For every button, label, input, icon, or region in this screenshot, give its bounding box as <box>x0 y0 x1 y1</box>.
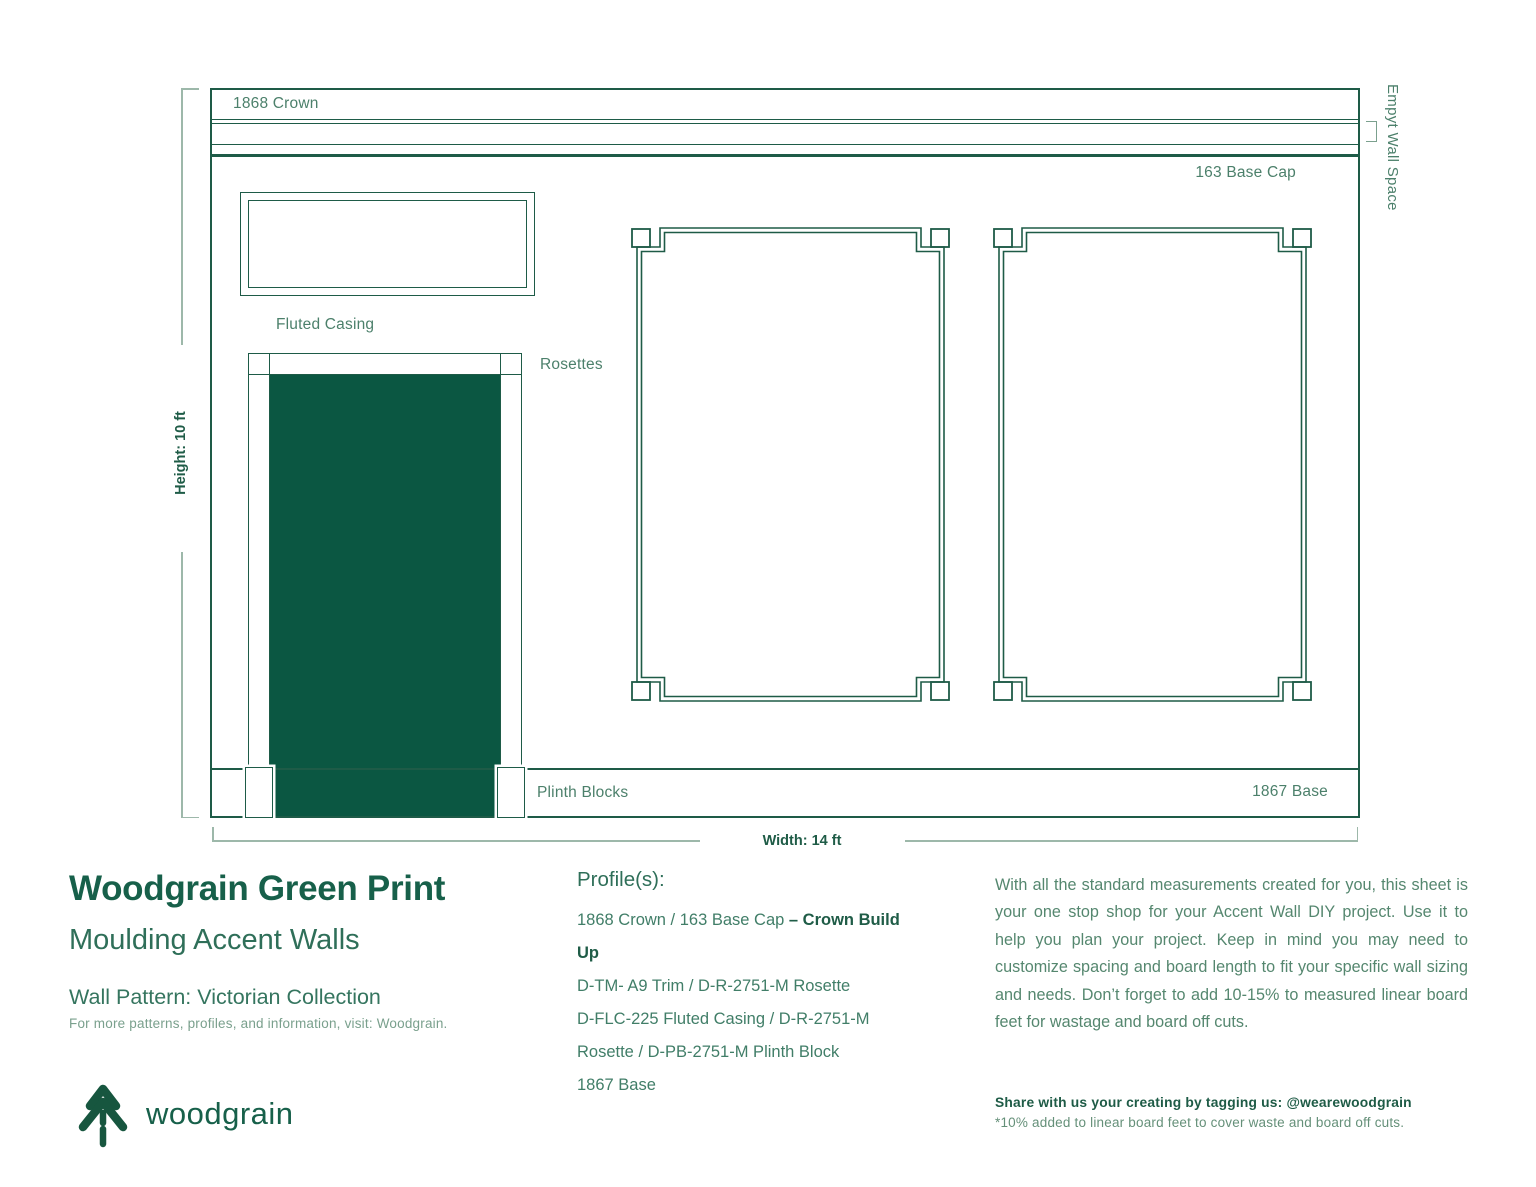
empty-wall-bracket <box>1366 121 1377 142</box>
crown-moulding-line <box>212 144 1358 145</box>
pattern-note: For more patterns, profiles, and information, visit: Woodgrain. <box>69 1016 448 1031</box>
plinth-block-right <box>497 767 525 818</box>
wall-panel-frame <box>630 224 950 704</box>
page-title: Woodgrain Green Print <box>69 869 446 908</box>
wall-panel-frame <box>992 224 1312 704</box>
description-paragraph: With all the standard measurements created for you, this sheet is your one stop shop for your Accent Wall DIY project. Use it to help you plan your project. Keep in mind you may need to customize spacing and board length to fit your specific wall sizing and needs. Don’t forget to add 10-15% to measured linear board feet for wastage and board off cuts. <box>995 876 1468 1032</box>
profile-item: 1867 Base <box>577 1076 656 1094</box>
fluted-casing-label: Fluted Casing <box>276 316 375 333</box>
profile-item: D-TM- A9 Trim / D-R-2751-M Rosette <box>577 977 851 995</box>
profiles-heading: Profile(s): <box>577 868 665 891</box>
height-dimension-line <box>181 88 183 345</box>
logo-wordmark: woodgrain <box>146 1096 294 1131</box>
crown-moulding-line <box>212 123 1358 124</box>
door-casing-right <box>500 374 522 768</box>
empty-wall-space-label: Empyt Wall Space <box>1384 84 1401 211</box>
base-cap-label: 163 Base Cap <box>1195 164 1296 181</box>
wastage-footnote: *10% added to linear board feet to cover waste and board off cuts. <box>995 1115 1405 1130</box>
crown-label: 1868 Crown <box>233 95 319 112</box>
width-dimension-line <box>905 840 1358 842</box>
width-dimension-tick <box>212 827 214 841</box>
base-cap-line <box>212 154 1358 157</box>
rosettes-label: Rosettes <box>540 356 603 373</box>
profile-item-bold: – Crown Build <box>788 911 900 929</box>
width-dimension-tick <box>1357 827 1359 841</box>
corner-rosette-icon <box>994 682 1012 700</box>
fluted-casing-header <box>240 192 535 296</box>
plinth-blocks-label: Plinth Blocks <box>537 784 629 801</box>
corner-rosette-icon <box>931 229 949 247</box>
corner-rosette-icon <box>931 682 949 700</box>
width-dimension-line <box>212 840 700 842</box>
height-dimension-label: Height: 10 ft <box>173 411 189 495</box>
corner-rosette-icon <box>632 682 650 700</box>
profile-item-text: 1868 Crown / 163 Base Cap <box>577 911 789 929</box>
door-opening <box>270 375 500 816</box>
profile-item: Rosette / D-PB-2751-M Plinth Block <box>577 1043 840 1061</box>
corner-rosette-icon <box>1293 682 1311 700</box>
plinth-block-left <box>245 767 273 818</box>
profile-item: D-FLC-225 Fluted Casing / D-R-2751-M <box>577 1010 870 1028</box>
height-dimension-tick <box>181 88 199 90</box>
corner-rosette-icon <box>994 229 1012 247</box>
woodgrain-logo <box>76 1080 294 1148</box>
height-dimension-line <box>181 552 183 818</box>
door-casing-left <box>248 374 270 768</box>
corner-rosette-icon <box>632 229 650 247</box>
profile-item-bold: Up <box>577 944 599 962</box>
height-dimension-tick <box>181 817 199 819</box>
share-callout: Share with us your creating by tagging us: @wearewoodgrain <box>995 1095 1412 1110</box>
width-dimension-label: Width: 14 ft <box>762 833 842 849</box>
profile-item <box>577 904 937 970</box>
tree-icon <box>76 1080 130 1148</box>
page-subtitle: Moulding Accent Walls <box>69 924 360 956</box>
base-label: 1867 Base <box>1252 783 1328 800</box>
rosette-block-left <box>248 353 270 375</box>
wall-pattern-label: Wall Pattern: Victorian Collection <box>69 985 381 1009</box>
rosette-block-right <box>500 353 522 375</box>
corner-rosette-icon <box>1293 229 1311 247</box>
door-head-casing <box>269 353 501 375</box>
profiles-section <box>577 868 937 1102</box>
crown-moulding-line <box>212 119 1358 120</box>
fluted-casing-header-inner <box>248 200 527 288</box>
